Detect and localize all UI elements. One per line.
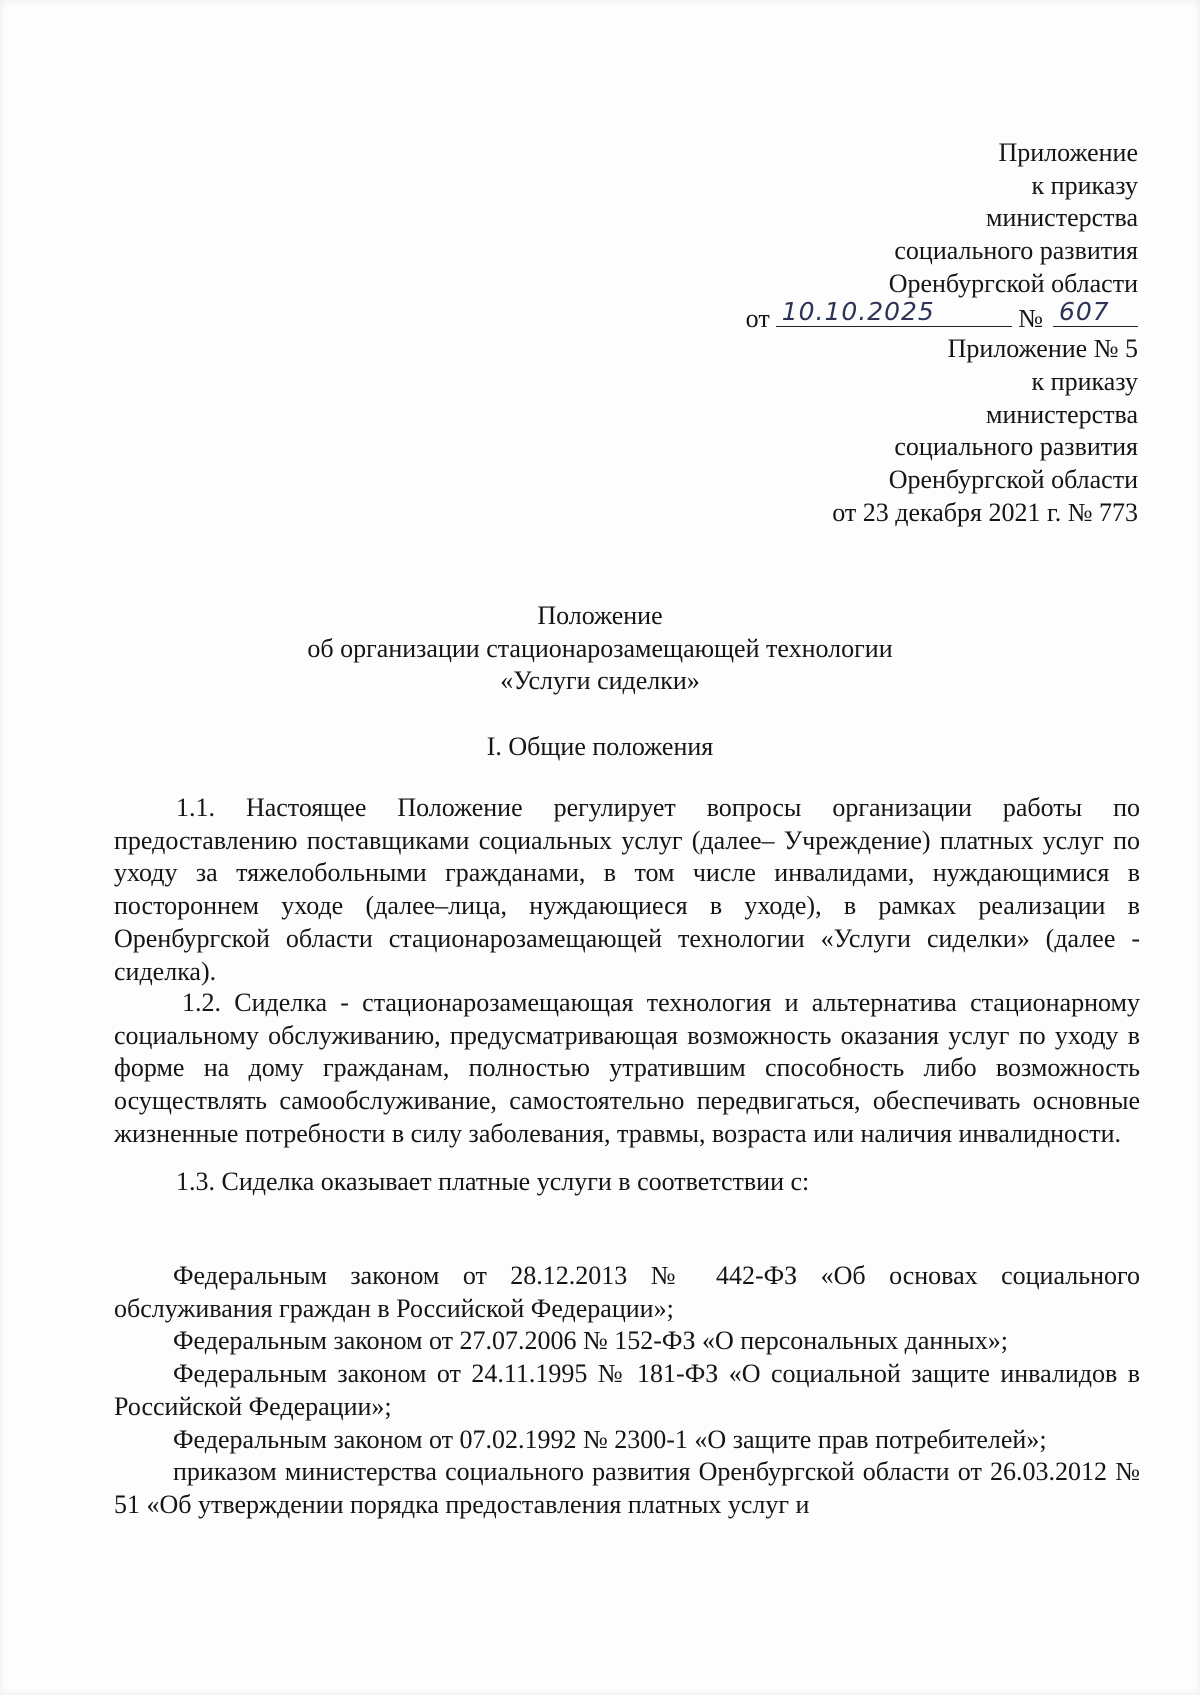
appendix-line: Приложение (998, 138, 1138, 167)
order-number-sign: № (1018, 304, 1043, 334)
appendix-line: социального развития (894, 236, 1138, 266)
paragraph-1-1: 1.1. Настоящее Положение регулирует вопросы организации работы по предоставлению поставщиками социальных услуг (далее– Учреждение) платных услуг по уходу за тяжелобольными гражданами, в том числе инвалидами, нуждающимися в постороннем уходе (далее–лица, нуждающиеся в уходе), в рамках реализации в Оренбургской области стационарозамещающей технологии «Услуги сиделки» (далее - сиделка). (114, 793, 1140, 986)
order-date-blank (776, 296, 1012, 327)
order-prefix: от (745, 304, 770, 334)
appendix-header (618, 137, 1138, 529)
paragraph-1-2: 1.2. Сиделка - стационарозамещающая технология и альтернатива стационарному социальному обслуживанию, предусматривающая возможность оказания услуг по уходу в форме на дому гражданам, полностью утратившим способность либо возможность осуществлять самообслуживание, самостоятельно передвигаться, обеспечивать основные жизненные потребности в силу заболевания, травмы, возраста или наличия инвалидности. (114, 988, 1140, 1148)
previous-appendix-line: к приказу (1031, 366, 1138, 396)
legal-list-item: Федеральным законом от 24.11.1995 № 181-ФЗ «О социальной защите инвалидов в Российской Федерации»; (114, 1359, 1140, 1421)
title-line: «Услуги сиделки» (500, 666, 700, 696)
appendix-line: к приказу (1031, 170, 1138, 200)
previous-appendix-line: социального развития (894, 432, 1138, 462)
appendix-line: Оренбургской области (888, 268, 1138, 298)
order-date-number-line (618, 296, 1138, 334)
previous-appendix-line: от 23 декабря 2021 г. № 773 (832, 497, 1138, 527)
section-heading: I. Общие положения (486, 732, 714, 761)
order-date-handwritten: 10.10.2025 (781, 296, 935, 326)
document-title (110, 600, 1090, 698)
title-line: об организации стационарозамещающей технологии (307, 633, 893, 663)
previous-appendix-line: Оренбургской области (888, 464, 1138, 494)
previous-appendix-line: министерства (985, 399, 1138, 429)
previous-appendix-line: Приложение № 5 (947, 334, 1138, 364)
order-number-blank (1053, 296, 1138, 327)
legal-list-item: Федеральным законом от 07.02.1992 № 2300-1 «О защите прав потребителей»; (173, 1424, 1047, 1454)
appendix-line: министерства (985, 203, 1138, 233)
legal-list-item: Федеральным законом от 28.12.2013 № 442-ФЗ «Об основах социального обслуживания граждан в Российской Федерации»; (114, 1261, 1140, 1323)
title-line: Положение (537, 601, 663, 630)
legal-list-item: Федеральным законом от 27.07.2006 № 152-ФЗ «О персональных данных»; (173, 1326, 1008, 1356)
order-number-handwritten: 607 (1059, 296, 1110, 326)
legal-list-item: приказом министерства социального развития Оренбургской области от 26.03.2012 № 51 «Об утверждении порядка предоставления платных услуг и (114, 1457, 1140, 1519)
legal-basis-list (114, 1260, 1140, 1522)
paragraph-1-3: 1.3. Сиделка оказывает платные услуги в соответствии с: (176, 1167, 810, 1196)
